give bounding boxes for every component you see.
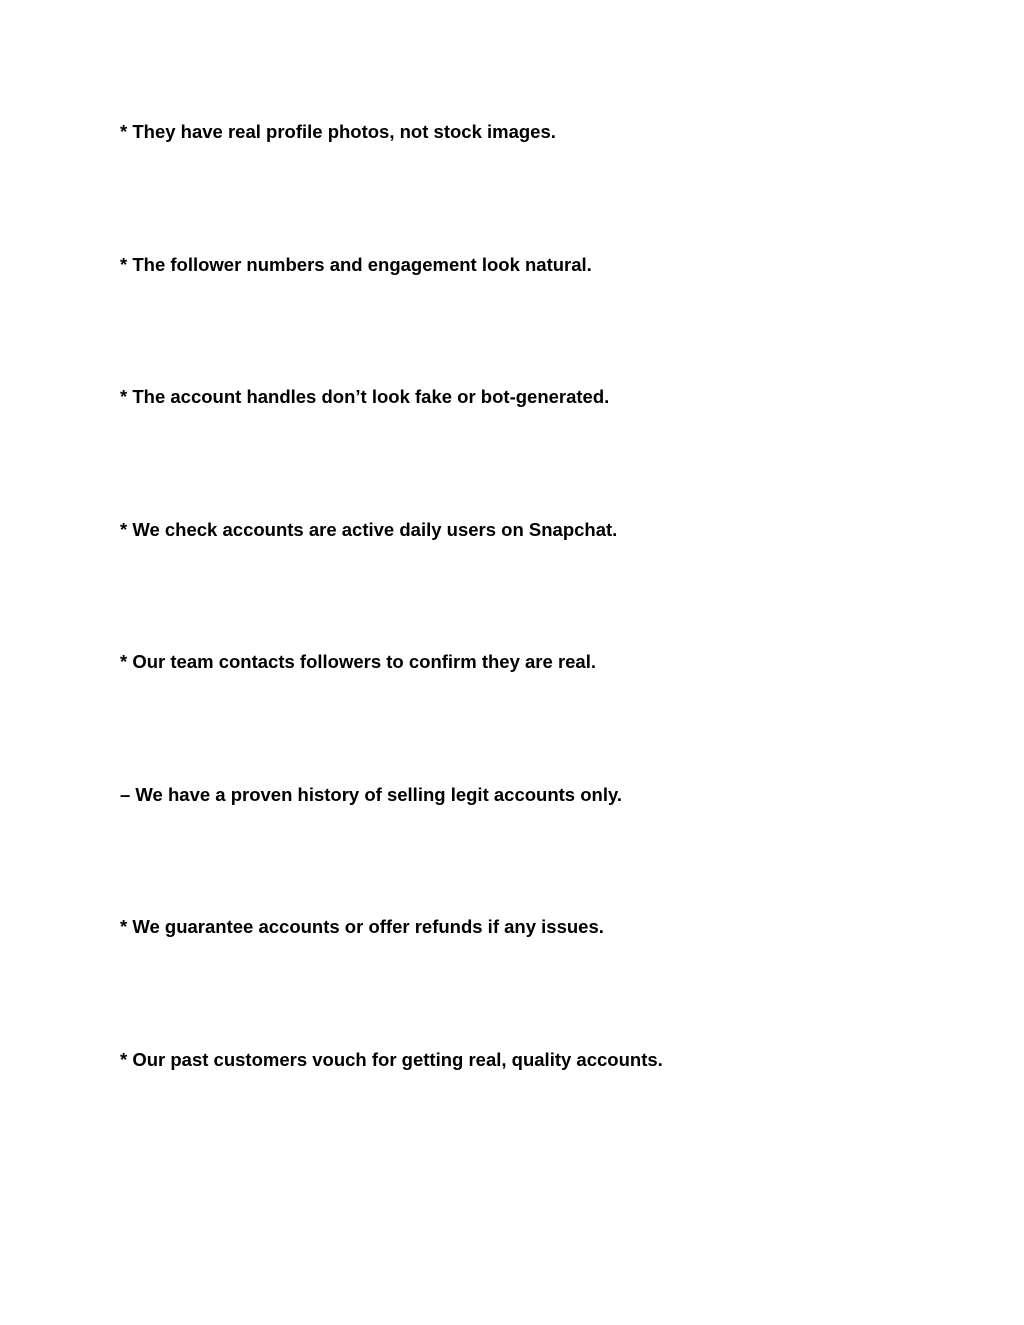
bullet-line: * They have real profile photos, not stock images. xyxy=(120,121,556,142)
bullet-line: * We check accounts are active daily users on Snapchat. xyxy=(120,519,618,540)
bullet-line: * Our past customers vouch for getting real, quality accounts. xyxy=(120,1049,663,1070)
bullet-line: * The account handles don’t look fake or bot-generated. xyxy=(120,386,610,407)
bullet-line: * We guarantee accounts or offer refunds if any issues. xyxy=(120,916,604,937)
bullet-line: * The follower numbers and engagement look natural. xyxy=(120,254,592,275)
bullet-line: * Our team contacts followers to confirm they are real. xyxy=(120,651,596,672)
bullet-line: – We have a proven history of selling legit accounts only. xyxy=(120,784,623,805)
